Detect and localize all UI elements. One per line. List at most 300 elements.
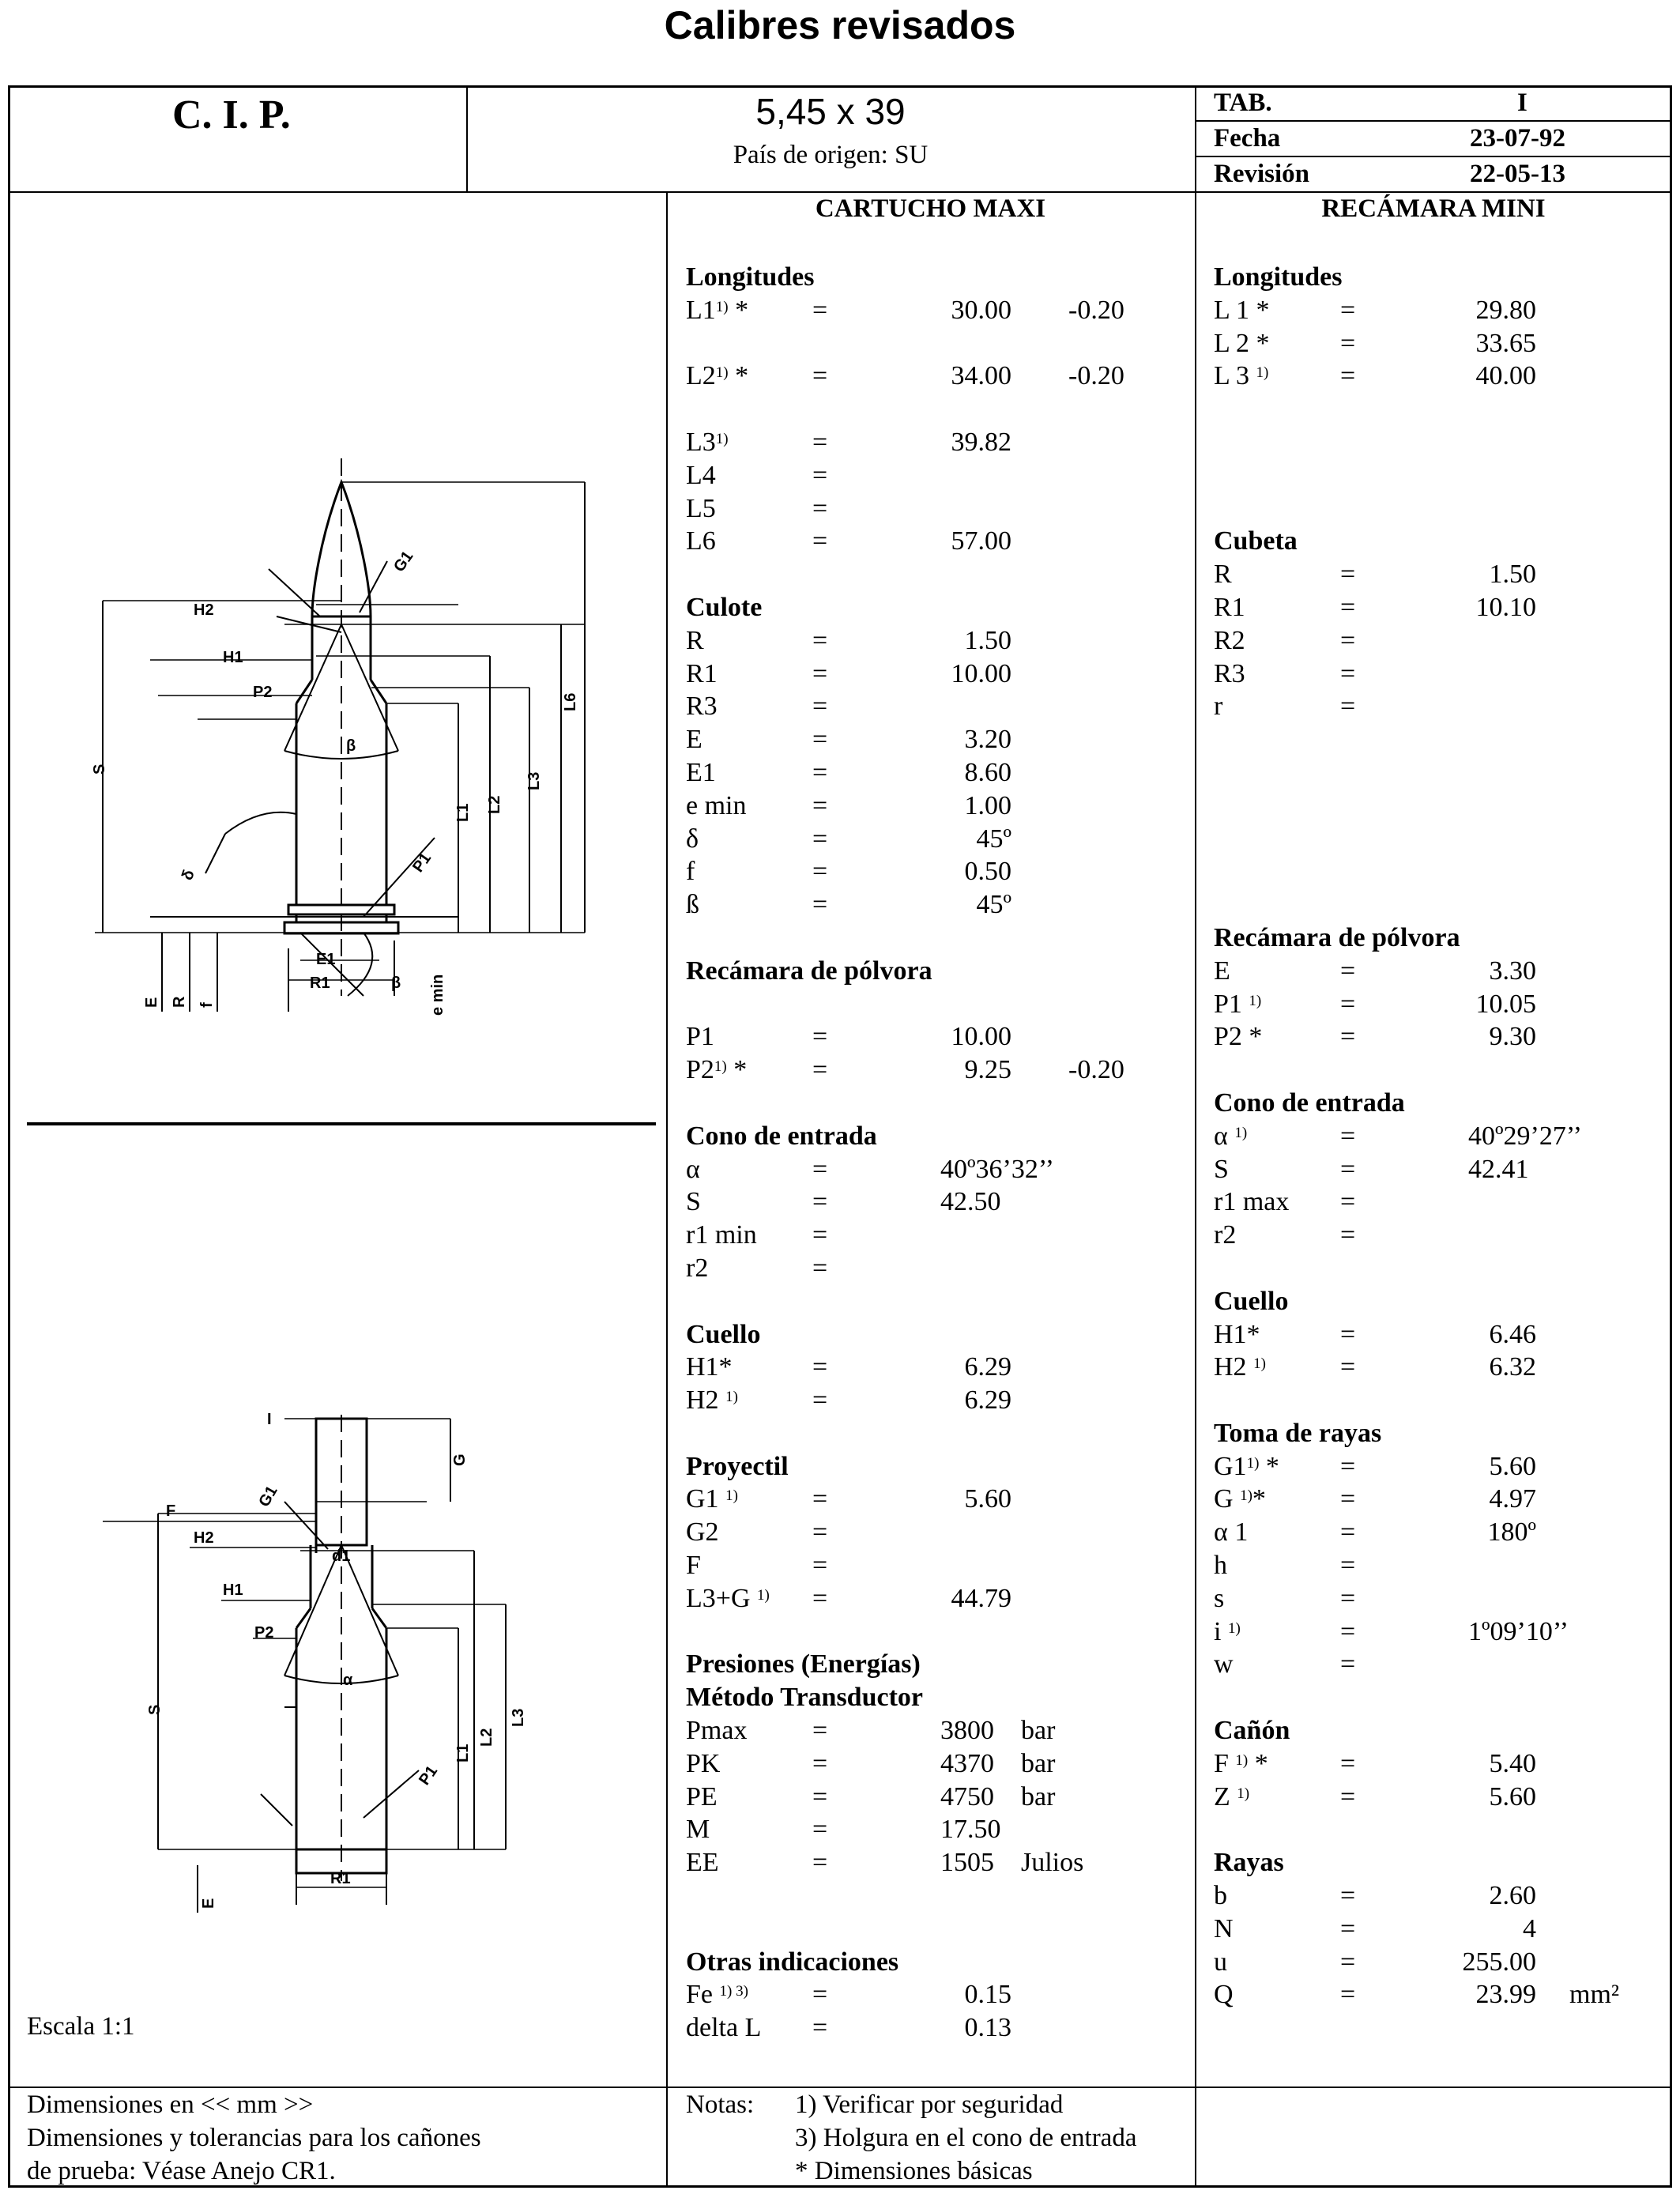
dimension-row [686,723,1192,756]
svg-text:d1: d1 [332,1547,351,1565]
spacer-row [1214,492,1669,526]
dimension-row [686,1384,1192,1417]
equals-sign: = [1340,1319,1356,1349]
dimension-value: 255.00 [1462,1947,1536,1977]
equals-sign: = [812,1748,828,1778]
spacer-row [1214,823,1669,856]
equals-sign: = [1340,1551,1356,1581]
equals-sign: = [812,361,828,391]
equals-sign: = [1340,989,1356,1019]
unit-label: bar [1021,1748,1056,1778]
dimension-value: 4 [1523,1913,1536,1943]
equals-sign: = [812,890,828,920]
dimension-row [686,1351,1192,1384]
dimension-row [686,459,1192,492]
dimension-value: 5.60 [1489,1451,1536,1481]
tab-label: TAB. [1214,89,1272,117]
dimension-key: Z $^{1)}$ [1214,1781,1250,1811]
dimension-value: 5.60 [964,1484,1011,1514]
dimension-key: F [686,1551,701,1581]
spacer-row [686,1913,1192,1946]
svg-text:P1: P1 [416,1762,442,1789]
section-title: Longitudes [1214,262,1343,292]
spacer-row [1214,1252,1669,1285]
equals-sign: = [1340,1187,1356,1217]
dimension-value: 30.00 [951,295,1011,325]
column-divider-left [666,191,668,2188]
dimension-row [686,823,1192,856]
equals-sign: = [1340,1484,1356,1514]
section-title: Recámara de pólvora [1214,922,1460,952]
dimension-key: H1* [1214,1319,1260,1349]
tolerance-value: -0.20 [1068,1055,1124,1085]
section-title: Otras indicaciones [686,1947,899,1977]
footer-line: de prueba: Véase Anejo CR1. [27,2157,336,2185]
equals-sign: = [1340,1947,1356,1977]
dimension-row [1214,1615,1669,1649]
equals-sign: = [812,658,828,688]
svg-text:L3: L3 [510,1708,527,1727]
section-heading [686,591,1192,624]
dimension-key: R [686,625,704,655]
section-heading [1214,1285,1669,1318]
dimension-value: 40.00 [1475,361,1536,391]
dimension-value: 3800 [940,1716,994,1746]
dimension-row [1214,1120,1669,1153]
dimension-row [1214,327,1669,360]
spacer-row [686,1615,1192,1649]
dimension-row [686,1549,1192,1582]
dimension-key: r2 [1214,1220,1237,1250]
dimension-row [686,1846,1192,1879]
dimension-value: 1.50 [1489,560,1536,590]
section-heading [1214,525,1669,558]
dimension-row [1214,1582,1669,1615]
dimension-key: f [686,857,695,887]
dimension-key: h [1214,1551,1227,1581]
equals-sign: = [1340,658,1356,688]
equals-sign: = [1340,592,1356,622]
spacer-row [1214,459,1669,492]
section-heading [1214,1714,1669,1747]
dimension-key: w [1214,1649,1234,1679]
equals-sign: = [812,692,828,722]
equals-sign: = [812,493,828,523]
section-title: Cuello [686,1319,761,1349]
dimension-key: S [686,1187,701,1217]
equals-sign: = [1340,1781,1356,1811]
cartridge-drawing [16,443,648,1043]
dimension-row [1214,558,1669,591]
section-heading [686,1648,1192,1681]
spacer-row [686,1417,1192,1450]
country-of-origin: País de origen: SU [733,141,929,169]
equals-sign: = [812,526,828,556]
dimension-value: 6.29 [964,1385,1011,1416]
page-title: Calibres revisados [664,3,1016,47]
equals-sign: = [1340,1220,1356,1250]
dimension-key: E [686,725,703,755]
dimension-row [1214,360,1669,393]
caliber-name: 5,45 x 39 [755,91,906,132]
footer-line: Dimensiones en << mm >> [27,2090,314,2119]
notes-list [795,2088,1136,2188]
dimension-value: 29.80 [1475,295,1536,325]
dimension-key: L6 [686,526,716,556]
dimension-key: L 2 * [1214,328,1270,358]
section-heading [686,1450,1192,1483]
section-title: Cañón [1214,1716,1290,1746]
dimension-value: 42.50 [940,1187,1001,1217]
dimension-value: 23.99 [1475,1980,1536,2010]
dimension-key: G $^{1)}$* [1214,1484,1266,1514]
spacer-row [686,558,1192,591]
dimension-row [686,888,1192,922]
dimension-row [686,1747,1192,1781]
dimension-row [686,1582,1192,1615]
dimension-key: E1 [686,757,716,787]
svg-text:α: α [343,1672,353,1689]
svg-text:G1: G1 [255,1483,281,1510]
section-heading [686,1120,1192,1153]
equals-sign: = [812,1154,828,1184]
svg-text:L1: L1 [454,1744,472,1762]
chamber-heading: RECÁMARA MINI [1321,194,1546,223]
revision-label: Revisión [1214,160,1310,188]
dimension-key: r1 max [1214,1187,1290,1217]
equals-sign: = [1340,1616,1356,1646]
section-heading [1214,261,1669,294]
equals-sign: = [812,824,828,854]
svg-text:P2: P2 [254,1624,274,1642]
spacer-row [1214,1384,1669,1417]
dimension-row [686,1020,1192,1054]
dimension-row [1214,1450,1669,1483]
dimension-row [686,1219,1192,1252]
dimension-row [686,790,1192,823]
svg-text:P2: P2 [253,684,273,701]
equals-sign: = [1340,692,1356,722]
note-item: 1) Verificar por seguridad [795,2090,1064,2119]
svg-text:P1: P1 [409,850,435,876]
spacer-row [1214,393,1669,426]
dimension-key: E [1214,956,1230,986]
svg-text:I: I [267,1411,272,1428]
dimension-value: 1.50 [964,625,1011,655]
equals-sign: = [812,1220,828,1250]
equals-sign: = [1340,1451,1356,1481]
dimension-key: r1 min [686,1220,757,1250]
dimension-key: L 3 $^{1)}$ [1214,361,1269,391]
dimension-key: G2 [686,1517,719,1547]
dimension-row [1214,1978,1669,2011]
equals-sign: = [812,1815,828,1845]
section-title: Presiones (Energías) [686,1649,921,1679]
equals-sign: = [812,1055,828,1085]
spacer-row [1214,756,1669,790]
notes-label: Notas: [686,2090,755,2119]
dimension-row [1214,658,1669,691]
svg-text:L1: L1 [454,803,472,822]
dimension-value: 39.82 [951,427,1011,457]
dimension-key: α 1 [1214,1517,1249,1547]
section-title: Cubeta [1214,526,1298,556]
dimension-key: Q [1214,1980,1234,2010]
dimension-row [686,426,1192,459]
section-title: Método Transductor [686,1683,924,1713]
dimension-row [686,1153,1192,1186]
unit-label: bar [1021,1781,1056,1811]
dimension-row [1214,690,1669,723]
dimension-row [686,2011,1192,2045]
dimension-key: u [1214,1947,1227,1977]
section-title: Recámara de pólvora [686,956,932,986]
dimension-row [1214,1648,1669,1681]
equals-sign: = [812,1517,828,1547]
fecha-value: 23-07-92 [1470,124,1565,153]
dimension-row [686,360,1192,393]
dimension-value: 10.10 [1475,592,1536,622]
svg-text:E: E [200,1898,217,1909]
dimension-value: 6.32 [1489,1352,1536,1382]
dimension-row [686,1054,1192,1087]
svg-text:E: E [143,997,160,1008]
dimension-key: S [1214,1154,1229,1184]
svg-text:L2: L2 [486,795,503,814]
svg-text:H1: H1 [223,649,243,666]
spacer-row [686,1285,1192,1318]
dimension-row [686,1714,1192,1747]
equals-sign: = [812,1583,828,1613]
equals-sign: = [812,1484,828,1514]
cartridge-dimensions-list [686,261,1192,2045]
dimension-value: 9.25 [964,1055,1011,1085]
equals-sign: = [812,790,828,820]
spacer-row [686,327,1192,360]
dimension-row [1214,1153,1669,1186]
dimension-value: 5.40 [1489,1748,1536,1778]
unit-label: Julios [1021,1848,1084,1878]
svg-text:R: R [171,996,188,1008]
equals-sign: = [812,857,828,887]
equals-sign: = [1340,625,1356,655]
dimension-value: 4.97 [1489,1484,1536,1514]
dimension-value: 6.46 [1489,1319,1536,1349]
dimension-key: L5 [686,493,716,523]
cartridge-heading: CARTUCHO MAXI [815,194,1046,223]
tab-value: I [1517,89,1527,117]
dimension-key: P2$^{1)}$ * [686,1055,748,1085]
svg-text:F: F [166,1502,176,1520]
dimension-row [1214,1946,1669,1979]
dimension-row [686,690,1192,723]
dimension-key: EE [686,1848,719,1878]
revision-value: 22-05-13 [1470,160,1565,188]
section-title: Cono de entrada [686,1121,877,1151]
tolerance-value: -0.20 [1068,295,1124,325]
section-title: Cuello [1214,1286,1289,1316]
dimension-key: b [1214,1881,1227,1911]
equals-sign: = [1340,1517,1356,1547]
dimension-row [686,1781,1192,1814]
equals-sign: = [812,2013,828,2043]
equals-sign: = [812,1385,828,1416]
svg-text:H2: H2 [194,601,214,619]
dimension-row [686,1516,1192,1549]
svg-text:f: f [198,1002,216,1008]
dimension-row [1214,1549,1669,1582]
equals-sign: = [1340,1980,1356,2010]
equals-sign: = [1340,1154,1356,1184]
section-heading [686,955,1192,988]
dimension-value: 33.65 [1475,328,1536,358]
unit-label: mm² [1569,1980,1620,2010]
spacer-row [1214,1054,1669,1087]
footer-line: Dimensiones y tolerancias para los cañones [27,2124,481,2152]
dimension-key: G1 $^{1)}$ [686,1484,738,1514]
drawing-separator [27,1122,656,1125]
section-title: Cono de entrada [1214,1088,1405,1118]
equals-sign: = [812,1848,828,1878]
dimension-value: 57.00 [951,526,1011,556]
dimension-key: N [1214,1913,1234,1943]
dimension-value: 42.41 [1468,1154,1529,1184]
section-title: Proyectil [686,1451,789,1481]
dimension-key: r2 [686,1253,709,1283]
spacer-row [686,988,1192,1021]
dimension-key: ß [686,890,699,920]
equals-sign: = [812,625,828,655]
equals-sign: = [1340,1352,1356,1382]
unit-label: bar [1021,1716,1056,1746]
section-heading [686,261,1192,294]
dimension-value: 10.00 [951,658,1011,688]
equals-sign: = [812,1551,828,1581]
dimension-row [1214,1747,1669,1781]
org-label: C. I. P. [172,92,291,138]
header-rule-fecha [1195,156,1672,157]
spacer-row [686,922,1192,955]
dimension-key: α [686,1154,700,1184]
spacer-row [1214,790,1669,823]
dimension-value: 10.00 [951,1022,1011,1052]
section-heading [686,1946,1192,1979]
equals-sign: = [812,1187,828,1217]
spacer-row [1214,855,1669,888]
dimension-key: R1 [1214,592,1245,622]
equals-sign: = [1340,1121,1356,1151]
dimension-row [686,1483,1192,1516]
equals-sign: = [1340,1583,1356,1613]
svg-text:δ: δ [179,867,198,883]
section-heading [1214,1846,1669,1879]
dimension-row [1214,955,1669,988]
dimension-key: α $^{1)}$ [1214,1121,1248,1151]
dimension-value: 1505 [940,1848,994,1878]
header-rule-tab [1195,120,1672,122]
section-heading [1214,1417,1669,1450]
equals-sign: = [812,725,828,755]
dimension-row [686,1978,1192,2011]
dimension-key: H2 $^{1)}$ [1214,1352,1266,1382]
svg-text:R1: R1 [330,1870,351,1887]
dimension-key: L3+G $^{1)}$ [686,1583,770,1613]
dimension-key: L2$^{1)}$ * [686,361,749,391]
dimension-value: 1º09’10’’ [1468,1616,1569,1646]
dimension-value: 3.30 [1489,956,1536,986]
scale-label: Escala 1:1 [27,2012,135,2041]
dimension-row [686,294,1192,327]
dimension-key: PE [686,1781,718,1811]
dimension-value: 10.05 [1475,989,1536,1019]
footer-dimensions-note [27,2088,481,2188]
equals-sign: = [812,1352,828,1382]
dimension-key: P2 * [1214,1022,1263,1052]
svg-text:L2: L2 [478,1728,495,1747]
dimension-row [686,855,1192,888]
equals-sign: = [812,295,828,325]
dimension-value: 2.60 [1489,1881,1536,1911]
equals-sign: = [1340,1022,1356,1052]
dimension-value: 0.50 [964,857,1011,887]
svg-text:β: β [391,974,401,992]
dimension-row [1214,1483,1669,1516]
spacer-row [1214,723,1669,756]
equals-sign: = [812,427,828,457]
dimension-key: R3 [686,692,718,722]
dimension-row [686,1813,1192,1846]
dimension-value: 40º29’27’’ [1468,1121,1582,1151]
dimension-key: s [1214,1583,1225,1613]
dimension-key: i $^{1)}$ [1214,1616,1241,1646]
dimension-value: 4370 [940,1748,994,1778]
spacer-row [1214,426,1669,459]
tolerance-value: -0.20 [1068,361,1124,391]
dimension-value: 9.30 [1489,1022,1536,1052]
dimension-value: 44.79 [951,1583,1011,1613]
dimension-row [686,658,1192,691]
dimension-key: F $^{1)}$ * [1214,1748,1268,1778]
fecha-label: Fecha [1214,124,1281,153]
dimension-key: L1$^{1)}$ * [686,295,749,325]
dimension-key: PK [686,1748,721,1778]
spacer-row [686,1087,1192,1120]
equals-sign: = [1340,361,1356,391]
column-divider-right [1195,85,1196,2188]
equals-sign: = [812,757,828,787]
dimension-row [1214,591,1669,624]
section-title: Culote [686,592,763,622]
dimension-row [686,756,1192,790]
equals-sign: = [1340,956,1356,986]
spacer-row [1214,1813,1669,1846]
dimension-key: R3 [1214,658,1245,688]
dimension-row [1214,1913,1669,1946]
section-heading [1214,922,1669,955]
dimension-key: L 1 * [1214,295,1270,325]
dimension-key: R2 [1214,625,1245,655]
spacer-row [1214,888,1669,922]
dimension-key: delta L [686,2013,762,2043]
note-item: * Dimensiones básicas [795,2157,1033,2185]
dimension-key: G1$^{1)}$ * [1214,1451,1279,1481]
equals-sign: = [1340,295,1356,325]
dimension-key: r [1214,692,1223,722]
equals-sign: = [1340,1881,1356,1911]
dimension-row [1214,1879,1669,1913]
equals-sign: = [1340,560,1356,590]
dimension-row [1214,1020,1669,1054]
